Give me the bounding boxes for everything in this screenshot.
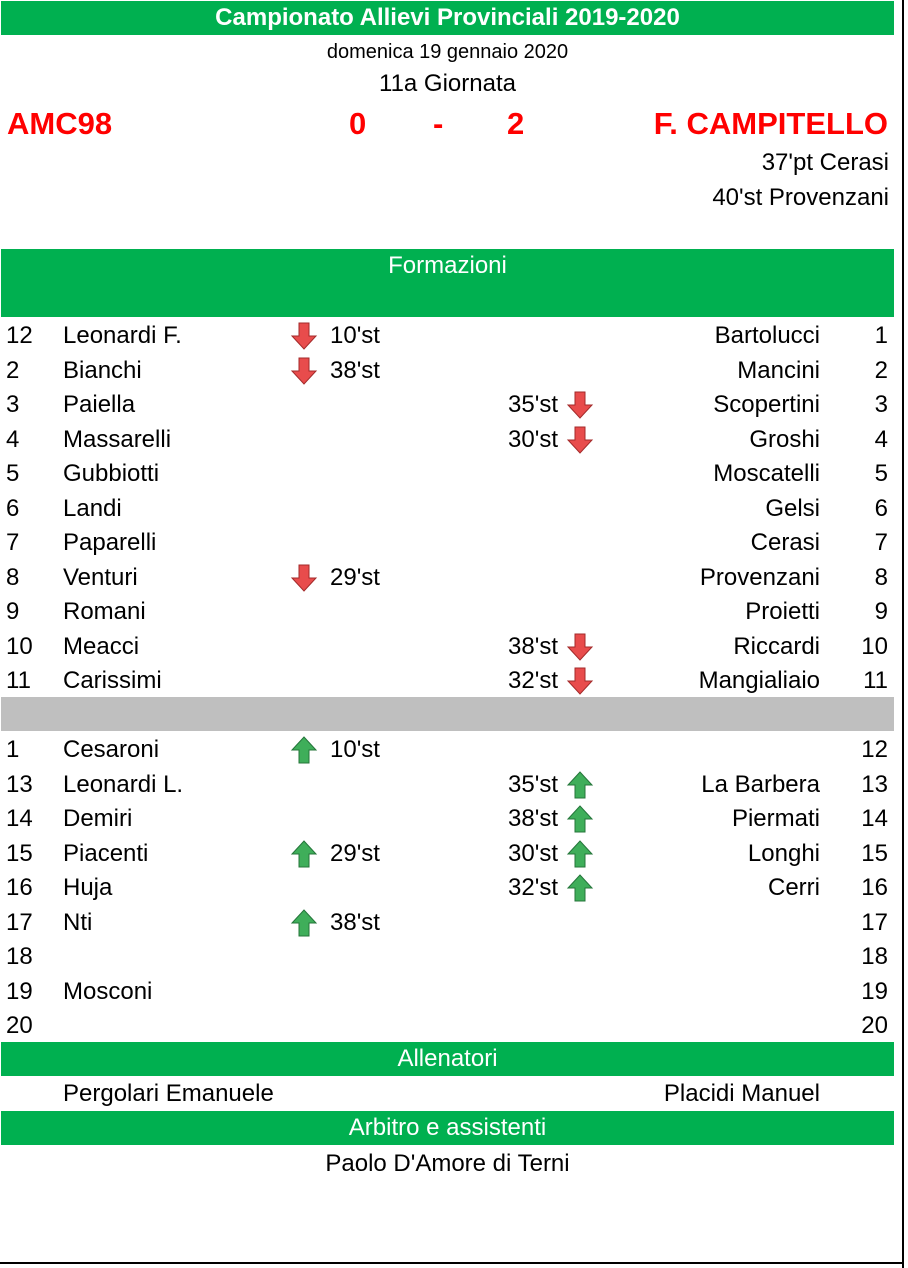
away-player-number: 4 xyxy=(874,425,888,453)
away-sub-time: 35'st xyxy=(508,391,558,418)
away-player-name: Riccardi xyxy=(733,632,820,660)
home-player-name: Demiri xyxy=(63,805,133,832)
player-row xyxy=(0,975,904,1009)
away-sub-time: 30'st xyxy=(508,425,558,453)
away-sub-time: 32'st xyxy=(508,874,558,901)
away-player-number: 2 xyxy=(874,356,888,384)
player-row xyxy=(0,319,904,353)
home-player-number: 2 xyxy=(6,356,20,384)
away-player-number: 12 xyxy=(861,736,888,763)
away-player-name: Cerri xyxy=(768,874,820,901)
home-player-name: Massarelli xyxy=(63,425,172,453)
arrow-down-icon xyxy=(565,666,595,696)
away-player-number: 15 xyxy=(861,839,888,867)
away-player-number: 9 xyxy=(874,598,888,625)
away-sub-time: 38'st xyxy=(508,805,558,832)
home-player-name: Carissimi xyxy=(63,667,162,694)
round-label: 11a Giornata xyxy=(379,70,516,97)
player-row xyxy=(0,733,904,767)
home-score: 0 xyxy=(349,106,367,141)
home-player-number: 8 xyxy=(6,563,20,591)
player-row xyxy=(0,837,904,871)
player-row xyxy=(0,526,904,560)
away-player-number: 5 xyxy=(874,460,888,487)
player-row xyxy=(0,871,904,905)
bench-separator xyxy=(1,697,894,731)
away-sub-time: 32'st xyxy=(508,667,558,694)
arrow-down-icon xyxy=(289,356,319,386)
scorer: 37'pt Cerasi xyxy=(761,149,889,176)
home-player-name: Paiella xyxy=(63,391,136,418)
player-row xyxy=(0,595,904,629)
home-player-number: 7 xyxy=(6,529,20,556)
home-team: AMC98 xyxy=(7,106,113,141)
arrow-down-icon xyxy=(565,390,595,420)
home-sub-time: 10'st xyxy=(330,322,380,349)
home-player-name: Landi xyxy=(63,494,122,522)
home-player-name: Leonardi L. xyxy=(63,770,184,798)
player-row xyxy=(0,940,904,974)
score-separator: - xyxy=(433,106,444,141)
away-player-number: 10 xyxy=(861,632,888,660)
home-player-name: Leonardi F. xyxy=(63,322,182,349)
home-player-number: 18 xyxy=(6,943,33,970)
home-player-number: 3 xyxy=(6,391,20,418)
home-player-number: 6 xyxy=(6,494,20,522)
away-player-number: 1 xyxy=(874,322,888,349)
away-player-number: 3 xyxy=(874,391,888,418)
player-row xyxy=(0,561,904,595)
home-sub-time: 29'st xyxy=(330,563,380,591)
player-row xyxy=(0,664,904,698)
home-player-number: 5 xyxy=(6,460,20,487)
referee-name: Paolo D'Amore di Terni xyxy=(325,1150,570,1177)
away-player-name: Moscatelli xyxy=(713,460,820,487)
away-player-name: Mancini xyxy=(737,356,820,384)
lineups-header: Formazioni xyxy=(1,249,894,283)
home-player-number: 12 xyxy=(6,322,33,349)
arrow-up-icon xyxy=(565,839,595,869)
away-player-name: Bartolucci xyxy=(714,322,820,349)
page-border-bottom xyxy=(0,1262,904,1264)
home-player-name: Nti xyxy=(63,908,93,936)
away-player-name: Mangialiaio xyxy=(698,667,820,694)
home-player-number: 1 xyxy=(6,736,20,763)
home-player-number: 17 xyxy=(6,908,33,936)
home-player-name: Piacenti xyxy=(63,839,149,867)
home-player-number: 13 xyxy=(6,770,33,798)
home-player-name: Venturi xyxy=(63,563,138,591)
home-player-name: Gubbiotti xyxy=(63,460,160,487)
away-sub-time: 35'st xyxy=(508,770,558,798)
home-player-number: 10 xyxy=(6,632,33,660)
arrow-down-icon xyxy=(565,632,595,662)
away-player-name: Cerasi xyxy=(750,529,820,556)
home-player-name: Paparelli xyxy=(63,529,157,556)
home-player-name: Mosconi xyxy=(63,977,153,1005)
home-player-name: Bianchi xyxy=(63,356,142,384)
player-row xyxy=(0,906,904,940)
away-player-number: 18 xyxy=(861,943,888,970)
away-player-number: 14 xyxy=(861,805,888,832)
home-sub-time: 29'st xyxy=(330,839,380,867)
arrow-up-icon xyxy=(289,908,319,938)
away-player-number: 8 xyxy=(874,563,888,591)
home-sub-time: 38'st xyxy=(330,356,380,384)
home-player-number: 20 xyxy=(6,1012,33,1039)
away-player-number: 19 xyxy=(861,977,888,1005)
home-player-number: 9 xyxy=(6,598,20,625)
lineups-subheader xyxy=(1,283,894,317)
arrow-up-icon xyxy=(289,735,319,765)
player-row xyxy=(0,354,904,388)
player-row xyxy=(0,802,904,836)
away-coach: Placidi Manuel xyxy=(663,1080,820,1107)
away-player-number: 17 xyxy=(861,908,888,936)
away-player-number: 13 xyxy=(861,770,888,798)
scorer: 40'st Provenzani xyxy=(712,184,889,211)
arrow-down-icon xyxy=(289,321,319,351)
away-player-name: Gelsi xyxy=(765,494,820,522)
player-row xyxy=(0,388,904,422)
home-sub-time: 10'st xyxy=(330,736,380,763)
away-team: F. CAMPITELLO xyxy=(653,106,888,141)
away-player-number: 6 xyxy=(874,494,888,522)
away-sub-time: 30'st xyxy=(508,839,558,867)
home-player-number: 16 xyxy=(6,874,33,901)
home-player-number: 19 xyxy=(6,977,33,1005)
away-player-number: 11 xyxy=(863,667,888,694)
arrow-up-icon xyxy=(289,839,319,869)
away-player-name: La Barbera xyxy=(701,770,820,798)
coaches-row xyxy=(0,1077,904,1111)
away-player-name: Groshi xyxy=(749,425,820,453)
player-row xyxy=(0,768,904,802)
home-player-name: Romani xyxy=(63,598,146,625)
home-player-name: Meacci xyxy=(63,632,140,660)
coaches-header: Allenatori xyxy=(1,1042,894,1076)
arrow-down-icon xyxy=(565,425,595,455)
home-player-number: 15 xyxy=(6,839,33,867)
home-coach: Pergolari Emanuele xyxy=(63,1080,274,1107)
away-player-name: Proietti xyxy=(745,598,820,625)
player-row xyxy=(0,492,904,526)
player-row xyxy=(0,457,904,491)
home-player-number: 11 xyxy=(6,667,31,694)
away-player-number: 20 xyxy=(861,1012,888,1039)
home-player-name: Huja xyxy=(63,874,113,901)
home-player-number: 14 xyxy=(6,805,33,832)
arrow-down-icon xyxy=(289,563,319,593)
arrow-up-icon xyxy=(565,770,595,800)
away-player-name: Piermati xyxy=(731,805,820,832)
home-player-name: Cesaroni xyxy=(63,736,160,763)
away-sub-time: 38'st xyxy=(508,632,558,660)
player-row xyxy=(0,1009,904,1043)
championship-title: Campionato Allievi Provinciali 2019-2020 xyxy=(1,1,894,35)
home-sub-time: 38'st xyxy=(330,908,380,936)
referees-header: Arbitro e assistenti xyxy=(1,1111,894,1145)
arrow-up-icon xyxy=(565,804,595,834)
match-date: domenica 19 gennaio 2020 xyxy=(326,41,569,63)
away-score: 2 xyxy=(507,106,525,141)
away-player-name: Scopertini xyxy=(713,391,820,418)
home-player-number: 4 xyxy=(6,425,20,453)
player-row xyxy=(0,423,904,457)
away-player-name: Longhi xyxy=(747,839,820,867)
away-player-number: 7 xyxy=(874,529,888,556)
away-player-name: Provenzani xyxy=(699,563,820,591)
away-player-number: 16 xyxy=(861,874,888,901)
arrow-up-icon xyxy=(565,873,595,903)
player-row xyxy=(0,630,904,664)
